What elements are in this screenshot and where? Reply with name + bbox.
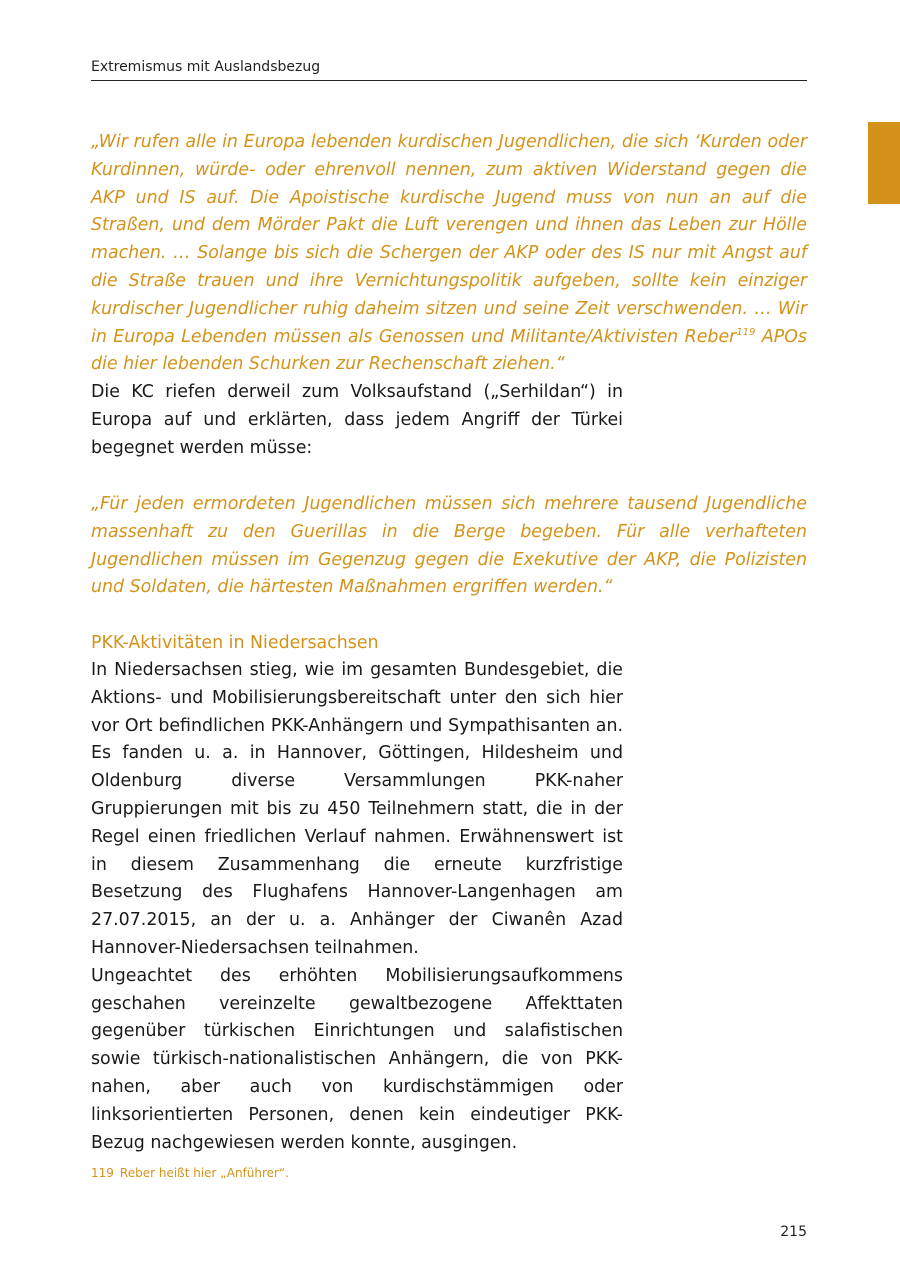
section-body — [91, 657, 623, 1157]
footnote-text: Reber heißt hier „Anführer“. — [119, 1166, 290, 1180]
footnote-number: 119 — [91, 1166, 114, 1180]
page-number: 215 — [780, 1224, 807, 1240]
quote-text-continued: APOs die hier lebenden Schurken zur Rechenschaft ziehen.“ — [91, 326, 807, 375]
footnote-reference[interactable]: 119 — [736, 326, 756, 338]
body-paragraph: In Niedersachsen stieg, wie im gesamten Bundesgebiet, die Aktions- und Mobilisierungsbereitschaft unter den sich hier vor Ort befindlichen PKK-Anhängern und Sympathisanten an. Es fanden u. a. in Hannover, Göttingen, Hildesheim und Oldenburg diverse Versammlungen PKK-naher Gruppierungen mit bis zu 450 Teilnehmern statt, die in der Regel einen friedlichen Verlauf nahmen. Erwähnenswert ist in diesem Zusammenhang die erneute kurzfristige Besetzung des Flughafens Hannover-Langenhagen am 27.07.2015, an der u. a. Anhänger der Ciwanên Azad Hannover-Niedersachsen teilnahmen. — [91, 660, 623, 958]
quote-text: „Wir rufen alle in Europa lebenden kurdischen Jugendlichen, die sich ‘Kurden oder Kurdinnen, würde- oder ehrenvoll nennen, zum aktiven Widerstand gegen die AKP und IS auf. Die Apoistische kurdische Jugend muss von nun an auf die Straßen, und dem Mörder Pakt die Luft verengen und ihnen das Leben zur Hölle machen. … Solange bis sich die Schergen der AKP oder des IS nur mit Angst auf die Straße trauen und ihre Vernichtungspolitik aufgeben, sollte kein einziger kurdischer Jugendlicher ruhig daheim sitzen und seine Zeit verschwenden. … Wir in Europa Lebenden müssen als Genossen und Militante/Aktivisten Reber — [91, 132, 807, 347]
body-paragraph: Die KC riefen derweil zum Volksaufstand („Serhildan“) in Europa auf und erklärten, dass jedem Angriff der Türkei begegnet werden müsse: — [91, 382, 623, 458]
footnote — [91, 1165, 289, 1181]
running-header-title: Extremismus mit Auslandsbezug — [91, 59, 321, 75]
chapter-tab-marker — [868, 122, 900, 204]
quote-block: „Für jeden ermordeten Jugendlichen müssen sich mehrere tausend Jugendliche massenhaft zu den Guerillas in die Berge begeben. Für alle verhafteten Jugendlichen müssen im Gegenzug gegen die Exekutive der AKP, die Polizisten und Soldaten, die härtesten Maßnahmen ergriffen werden.“ — [91, 494, 807, 598]
quote-block — [91, 129, 807, 379]
running-header — [91, 58, 807, 81]
body-paragraph: Ungeachtet des erhöhten Mobilisierungsaufkommens geschahen vereinzelte gewaltbezogene Affekttaten gegenüber türkischen Einrichtungen und salafistischen sowie türkisch-nationalistischen Anhängern, die von PKK-nahen, aber auch von kurdischstämmigen oder linksorientierten Personen, denen kein eindeutiger PKK-Bezug nachgewiesen werden konnte, ausgingen. — [91, 965, 623, 1153]
section-heading: PKK-Aktivitäten in Niedersachsen — [91, 633, 379, 653]
